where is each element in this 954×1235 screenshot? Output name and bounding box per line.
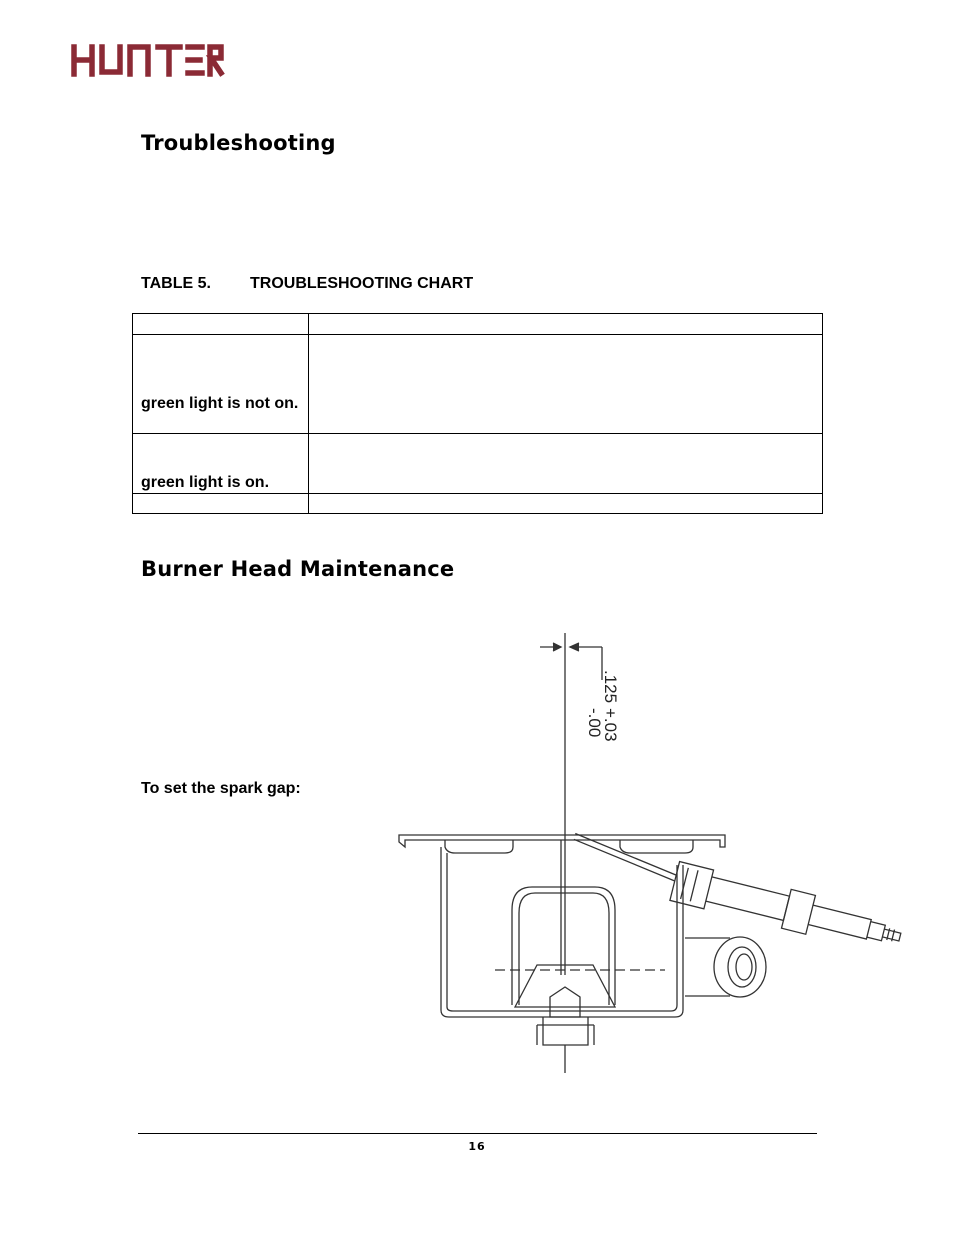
table-caption-number: TABLE 5.: [141, 275, 211, 292]
dimension-tol-plus: +.03: [601, 708, 620, 742]
table-cell-symptom: [133, 494, 309, 514]
spark-gap-label: To set the spark gap:: [141, 780, 301, 797]
side-tube: [685, 938, 730, 996]
table-row: [133, 494, 823, 514]
table-row: [133, 335, 823, 434]
section-title-troubleshooting: Troubleshooting: [141, 131, 336, 155]
table-cell-symptom: green light is on.: [133, 434, 309, 494]
burner-flange: [399, 835, 725, 847]
table-cell-action: [309, 494, 823, 514]
table-row: [133, 434, 823, 494]
hunter-logo: [70, 42, 225, 78]
burner-head-diagram: [395, 625, 910, 1075]
table-cell-action: [309, 314, 823, 335]
section-title-burner-head: Burner Head Maintenance: [141, 557, 455, 581]
dimension-tol-minus: -.00: [585, 708, 604, 738]
footer-rule: [138, 1133, 817, 1134]
burner-cup: [441, 847, 683, 1017]
table-cell-action: [309, 434, 823, 494]
table-cell-action: [309, 335, 823, 434]
table-caption-title: TROUBLESHOOTING CHART: [250, 275, 474, 292]
dimension-value: .125: [601, 670, 620, 704]
gas-fitting: [543, 1017, 588, 1045]
table-row: [133, 314, 823, 335]
symptom-text: green light is not on.: [141, 395, 299, 412]
table-cell-symptom: [133, 335, 309, 434]
table-caption: [141, 275, 473, 293]
troubleshooting-table: [132, 313, 823, 514]
table-cell-symptom: [133, 314, 309, 335]
page-number: 16: [468, 1140, 486, 1153]
